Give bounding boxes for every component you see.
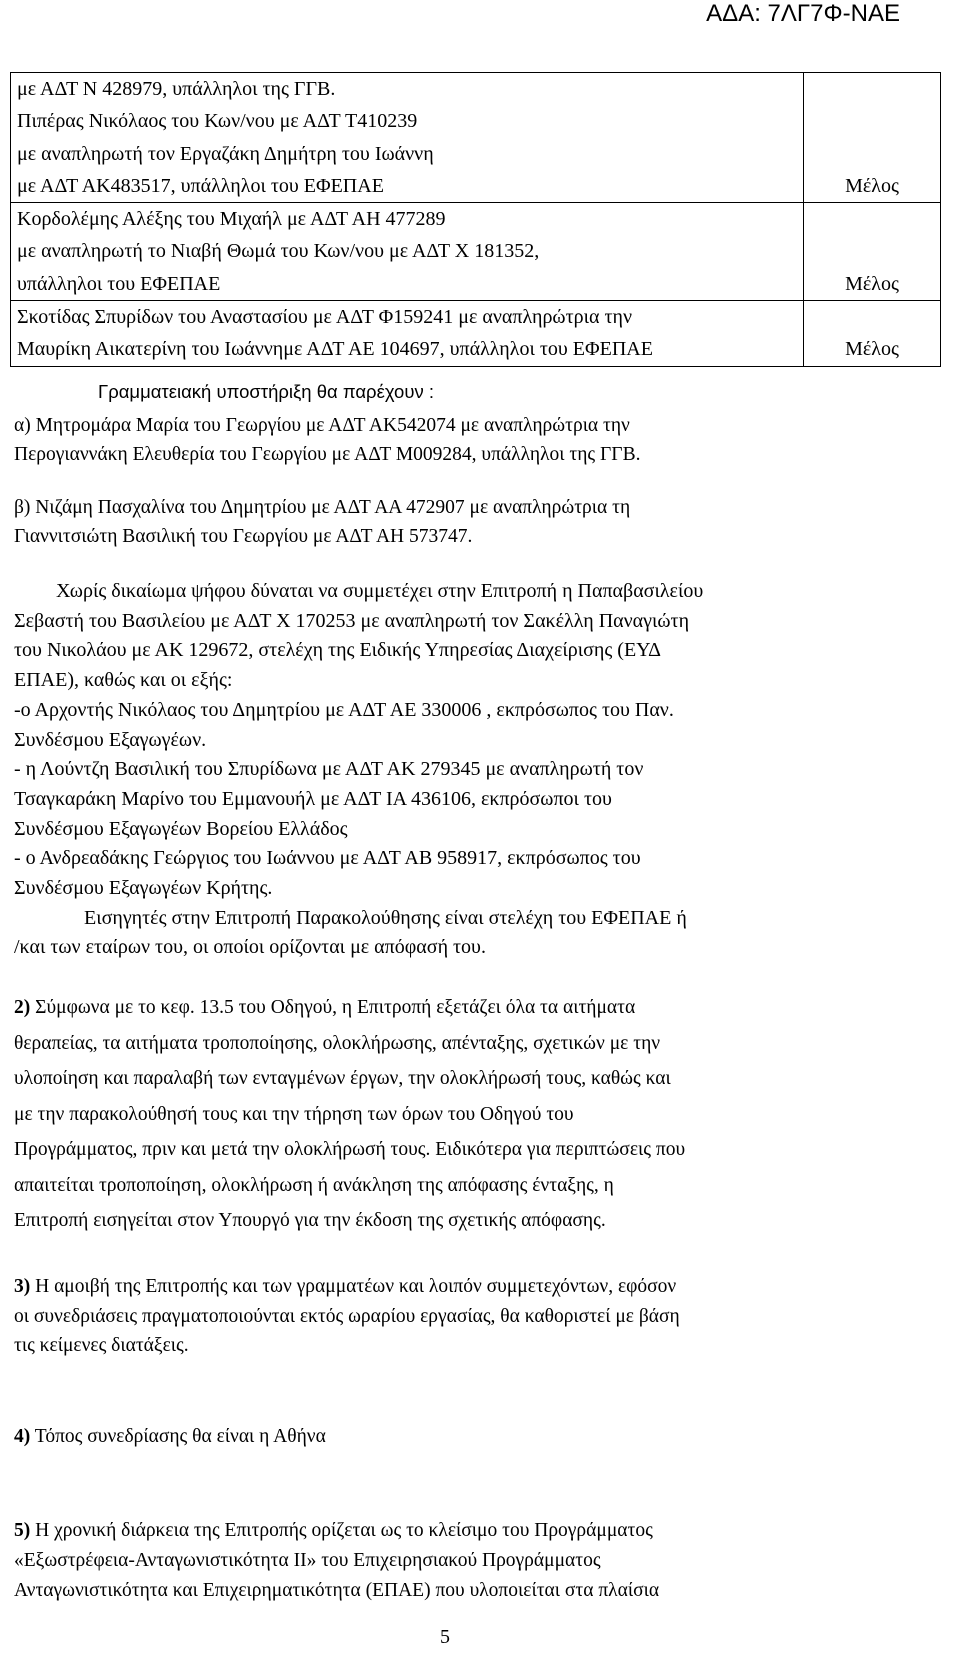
section-2-line: απαιτείται τροποποίηση, ολοκλήρωση ή ανάκληση της απόφασης ένταξης, η bbox=[14, 1174, 614, 1196]
member-line: υπάλληλοι του ΕΦΕΠΑΕ bbox=[17, 272, 221, 295]
non-voting-section bbox=[14, 577, 926, 963]
section-5-line: «Εξωστρέφεια-Ανταγωνιστικότητα ΙΙ» του Επιχειρησιακού Προγράμματος bbox=[14, 1550, 601, 1571]
secretarial-b-line: Γιαννιτσιώτη Βασιλική του Γεωργίου με ΑΔΤ ΑΗ 573747. bbox=[14, 525, 473, 547]
ada-code: ΑΔΑ: 7ΛΓ7Φ-ΝΑΕ bbox=[706, 0, 900, 27]
non-voting-line: Τσαγκαράκη Μαρίνο του Εμμανουήλ με ΑΔΤ ΙΑ 436106, εκπρόσωποι του bbox=[14, 787, 612, 810]
section-3 bbox=[14, 1272, 926, 1361]
secretarial-a-line: α) Μητρομάρα Μαρία του Γεωργίου με ΑΔΤ ΑΚ542074 με αναπληρώτρια την bbox=[14, 415, 630, 436]
member-line: με ΑΔΤ ΑΚ483517, υπάλληλοι του ΕΦΕΠΑΕ bbox=[17, 174, 384, 197]
member-line: Σκοτίδας Σπυρίδων του Αναστασίου με ΑΔΤ Φ159241 με αναπληρώτρια την bbox=[17, 306, 633, 329]
section-2 bbox=[14, 990, 926, 1239]
section-2-line: Προγράμματος, πριν και μετά την ολοκλήρωσή τους. Ειδικότερα για περιπτώσεις που bbox=[14, 1139, 686, 1160]
non-voting-line: Χωρίς δικαίωμα ψήφου δύναται να συμμετέχει στην Επιτροπή η Παπαβασιλείου bbox=[56, 580, 704, 602]
section-number: 5) bbox=[14, 1520, 31, 1541]
rapporteur-line: Εισηγητές στην Επιτροπή Παρακολούθησης είναι στελέχη του ΕΦΕΠΑΕ ή bbox=[84, 906, 687, 929]
non-voting-line: Συνδέσμου Εξαγωγέων Βορείου Ελλάδος bbox=[14, 817, 348, 840]
section-3-line: τις κείμενες διατάξεις. bbox=[14, 1335, 189, 1356]
role-cell bbox=[804, 301, 941, 367]
section-5 bbox=[14, 1516, 926, 1606]
secretarial-b-line: β) Νιζάμη Πασχαλίνα του Δημητρίου με ΑΔΤ ΑΑ 472907 με αναπληρώτρια τη bbox=[14, 497, 631, 518]
member-line: Μαυρίκη Αικατερίνη του Ιωάννημε ΑΔΤ ΑΕ 104697, υπάλληλοι του ΕΦΕΠΑΕ bbox=[17, 338, 653, 361]
section-number: 2) bbox=[14, 997, 31, 1018]
non-voting-line: - η Λούντζη Βασιλική του Σπυρίδωνα με ΑΔΤ ΑΚ 279345 με αναπληρωτή τον bbox=[14, 758, 644, 781]
member-cell bbox=[11, 73, 804, 203]
secretarial-a-line: Περογιαννάκη Ελευθερία του Γεωργίου με ΑΔΤ Μ009284, υπάλληλοι της ΓΓΒ. bbox=[14, 443, 641, 465]
section-4-text: Τόπος συνεδρίασης θα είναι η Αθήνα bbox=[30, 1426, 326, 1447]
non-voting-line: Συνδέσμου Εξαγωγέων. bbox=[14, 728, 207, 751]
table-row bbox=[11, 301, 941, 367]
page-number: 5 bbox=[440, 1626, 450, 1648]
role-label: Μέλος bbox=[845, 272, 899, 295]
rapporteur-line: /και των εταίρων του, οι οποίοι ορίζονται με απόφασή του. bbox=[14, 936, 486, 959]
member-cell bbox=[11, 301, 804, 367]
secretarial-b bbox=[14, 494, 922, 551]
member-line: Κορδολέμης Αλέξης του Μιχαήλ με ΑΔΤ ΑΗ 477289 bbox=[17, 208, 446, 231]
role-label: Μέλος bbox=[845, 174, 899, 197]
section-2-line: υλοποίηση και παραλαβή των ενταγμένων έργων, την ολοκλήρωσή τους, καθώς και bbox=[14, 1068, 671, 1089]
non-voting-line: - ο Ανδρεαδάκης Γεώργιος του Ιωάννου με ΑΔΤ ΑΒ 958917, εκπρόσωπος του bbox=[14, 847, 641, 870]
table-row bbox=[11, 203, 941, 301]
non-voting-line: -ο Αρχοντής Νικόλαος του Δημητρίου με ΑΔΤ ΑΕ 330006 , εκπρόσωπος του Παν. bbox=[14, 698, 674, 721]
section-5-line: Η χρονική διάρκεια της Επιτροπής ορίζεται ως το κλείσιμο του Προγράμματος bbox=[30, 1520, 653, 1541]
member-line: με αναπληρωτή το Νιαβή Θωμά του Κων/νου με ΑΔΤ Χ 181352, bbox=[17, 240, 540, 263]
secretarial-heading: Γραμματειακή υποστήριξη θα παρέχουν : bbox=[98, 381, 434, 402]
role-cell bbox=[804, 73, 941, 203]
section-3-line: οι συνεδριάσεις πραγματοποιούνται εκτός ωραρίου εργασίας, θα καθοριστεί με βάση bbox=[14, 1305, 680, 1327]
member-line: Πιπέρας Νικόλαος του Κων/νου με ΑΔΤ Τ410239 bbox=[17, 110, 418, 133]
member-cell bbox=[11, 203, 804, 301]
secretarial-a bbox=[14, 412, 922, 469]
role-cell bbox=[804, 203, 941, 301]
member-line: με αναπληρωτή τον Εργαζάκη Δημήτρη του Ιωάννη bbox=[17, 142, 434, 165]
secretarial-section bbox=[30, 378, 938, 406]
non-voting-line: ΕΠΑΕ), καθώς και οι εξής: bbox=[14, 669, 233, 692]
section-5-line: Ανταγωνιστικότητα και Επιχειρηματικότητα (ΕΠΑΕ) που υλοποιείται στα πλαίσια bbox=[14, 1580, 660, 1601]
section-number: 4) bbox=[14, 1426, 31, 1447]
members-table bbox=[10, 72, 941, 367]
non-voting-line: Συνδέσμου Εξαγωγέων Κρήτης. bbox=[14, 877, 273, 900]
member-line: με ΑΔΤ Ν 428979, υπάλληλοι της ΓΓΒ. bbox=[17, 78, 336, 100]
section-2-line: Επιτροπή εισηγείται στον Υπουργό για την έκδοση της σχετικής απόφασης. bbox=[14, 1210, 606, 1231]
non-voting-line: του Νικολάου με ΑΚ 129672, στελέχη της Ειδικής Υπηρεσίας Διαχείρισης (ΕΥΔ bbox=[14, 639, 661, 662]
section-4 bbox=[14, 1422, 922, 1452]
section-2-line: θεραπείας, τα αιτήματα τροποποίησης, ολοκλήρωσης, απένταξης, σχετικών με την bbox=[14, 1032, 661, 1054]
section-number: 3) bbox=[14, 1276, 31, 1297]
non-voting-line: Σεβαστή του Βασιλείου με ΑΔΤ Χ 170253 με αναπληρωτή τον Σακέλλη Παναγιώτη bbox=[14, 609, 690, 632]
role-label: Μέλος bbox=[845, 338, 899, 361]
section-3-line: Η αμοιβή της Επιτροπής και των γραμματέων και λοιπόν συμμετεχόντων, εφόσον bbox=[30, 1276, 677, 1297]
section-2-line: με την παρακολούθησή τους και την τήρηση των όρων του Οδηγού του bbox=[14, 1103, 574, 1125]
table-row bbox=[11, 73, 941, 203]
section-2-line: Σύμφωνα με το κεφ. 13.5 του Οδηγού, η Επιτροπή εξετάζει όλα τα αιτήματα bbox=[30, 997, 636, 1018]
